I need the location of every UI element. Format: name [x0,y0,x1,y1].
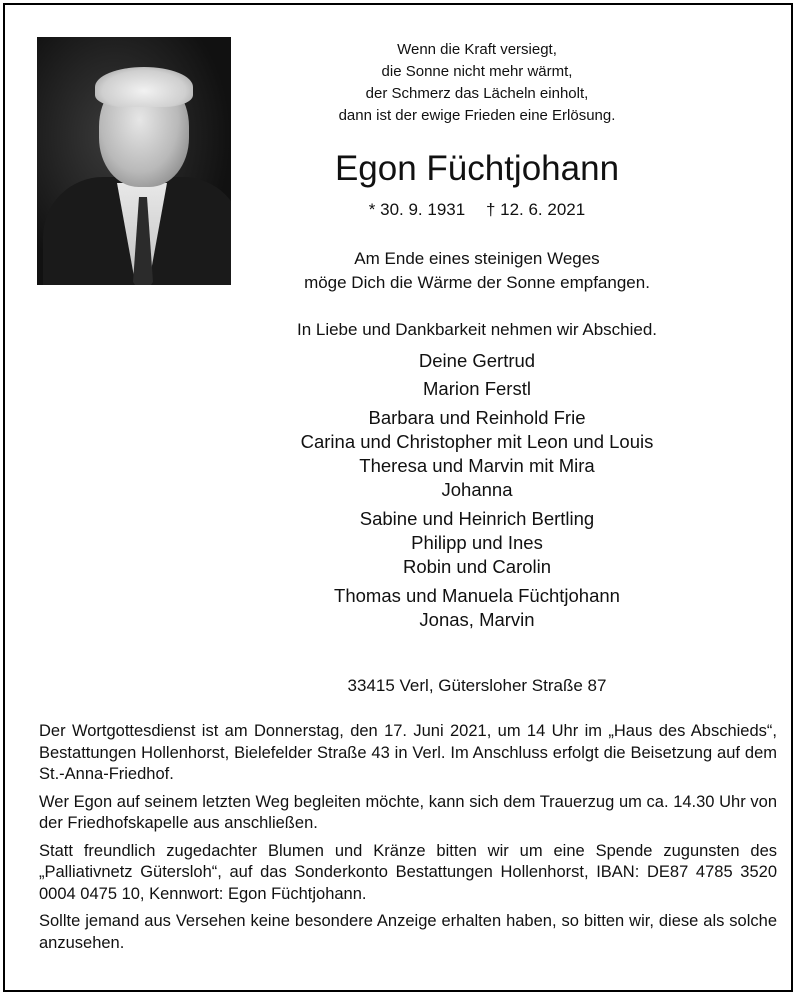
family-group [263,507,691,580]
verse [263,247,691,295]
family-member: Barbara und Reinhold Frie [368,406,586,428]
family-member: Marion Ferstl [423,378,531,400]
deceased-name: Egon Füchtjohann [334,149,620,188]
poem-line: der Schmerz das Lächeln einholt, [365,85,589,102]
service-details [39,721,777,960]
family-member: Philipp und Ines [411,532,543,554]
family-member: Thomas und Manuela Füchtjohann [334,584,620,606]
farewell-line: In Liebe und Dankbarkeit nehmen wir Abschied. [296,320,658,339]
poem-line: Wenn die Kraft versiegt, [397,41,557,58]
address: 33415 Verl, Gütersloher Straße 87 [347,676,607,695]
verse-line: möge Dich die Wärme der Sonne empfangen. [304,273,650,292]
family-group [263,584,691,633]
family-member: Johanna [441,479,513,501]
family-list [263,349,691,636]
family-member: Jonas, Marvin [419,608,535,630]
portrait-photo [37,37,231,285]
death-date: † 12. 6. 2021 [485,200,586,219]
obituary-frame [3,3,793,992]
paragraph: Wer Egon auf seinem letzten Weg begleiten möchte, kann sich dem Trauerzug um ca. 14.30 Uhr von der Friedhofskapelle aus anschließen. [39,792,777,832]
family-member: Carina und Christopher mit Leon und Louis [300,430,654,452]
verse-line: Am Ende eines steinigen Weges [354,249,600,268]
paragraph: Sollte jemand aus Versehen keine besondere Anzeige erhalten haben, so bitten wir, diese als solche anzusehen. [39,912,777,952]
life-dates [263,199,691,221]
family-member: Sabine und Heinrich Bertling [359,507,595,529]
birth-date: * 30. 9. 1931 [368,200,466,219]
family-group [263,406,691,503]
family-member: Deine Gertrud [418,350,536,371]
family-group [263,377,691,401]
poem-line: die Sonne nicht mehr wärmt, [381,63,573,80]
poem [263,39,691,127]
family-member: Robin und Carolin [402,556,552,578]
family-group [263,349,691,373]
paragraph: Der Wortgottesdienst ist am Donnerstag, den 17. Juni 2021, um 14 Uhr im „Haus des Abschieds“, Bestattungen Hollenhorst, Bielefelder Straße 43 in Verl. Im Anschluss erfolgt die Beisetzung auf dem St.-Anna-Friedhof. [39,722,777,783]
paragraph: Statt freundlich zugedachter Blumen und Kränze bitten wir um eine Spende zugunsten des „Palliativnetz Gütersloh“, auf das Sonderkonto Bestattungen Hollenhorst, IBAN: DE87 4785 3520 0004 0475 10, Kennwort: Egon Füchtjohann. [39,841,777,903]
family-member: Theresa und Marvin mit Mira [359,455,595,477]
poem-line: dann ist der ewige Frieden eine Erlösung. [338,107,616,124]
